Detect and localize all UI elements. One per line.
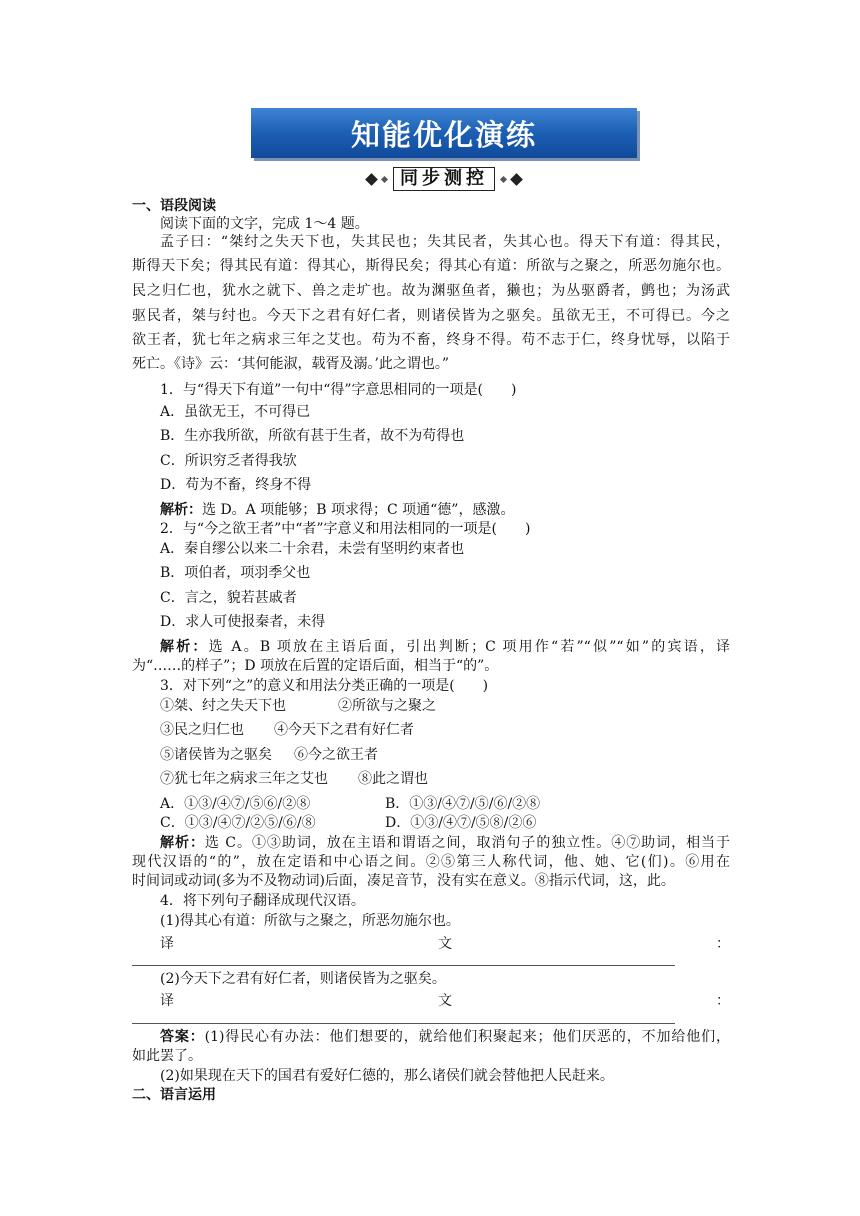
passage-line: 孟子曰：“桀纣之失天下也，失其民也；失其民者，失其心也。得天下有道：得其民， xyxy=(160,234,730,250)
option: D．苟为不畜，终身不得 xyxy=(160,477,312,493)
diamond-icon xyxy=(510,173,523,186)
answer-line[interactable] xyxy=(132,965,675,966)
analysis-text: 为“……的样子”；D 项放在后置的定语后面，相当于“的”。 xyxy=(132,658,499,674)
choice: C．①③/④⑦/②⑤/⑥/⑧ xyxy=(160,815,316,831)
answer-text: (2)如果现在天下的国君有爱好仁德的，那么诸侯们就会替他把人民赶来。 xyxy=(160,1068,614,1084)
section-heading: 一、语段阅读 xyxy=(132,198,216,214)
item: ②所欲与之聚之 xyxy=(338,698,436,714)
sentence: (1)得其心有道：所欲与之聚之，所恶勿施尔也。 xyxy=(160,913,460,929)
analysis xyxy=(160,834,730,852)
passage-line: 斯得天下矣；得其民有道：得其心，斯得民矣；得其心有道：所欲与之聚之，所恶勿施尔也。 xyxy=(132,258,730,274)
analysis-label: 解析： xyxy=(160,502,202,518)
option: D．求人可使报秦者，未得 xyxy=(160,614,326,630)
translate-label: 译文： xyxy=(160,936,730,952)
answer-text: 如此罢了。 xyxy=(132,1048,202,1064)
analysis-text: 选 D。A 项能够；B 项求得；C 项通“德”，感激。 xyxy=(202,502,515,518)
item: ⑦犹七年之病求三年之艾也 xyxy=(160,771,328,787)
translate-label: 译文： xyxy=(160,993,730,1009)
small-diamond-icon xyxy=(500,175,507,182)
option: A．秦自缪公以来二十余君，未尝有坚明约束者也 xyxy=(160,541,465,557)
answer-label: 答案： xyxy=(160,1029,205,1045)
analysis-text: 现代汉语的“的”，放在定语和中心语之间。②⑤第三人称代词，他、她、它(们)。⑥用在 xyxy=(132,854,730,870)
item: ④今天下之君有好仁者 xyxy=(274,722,414,738)
question-stem: 1．与“得天下有道”一句中“得”字意思相同的一项是( ) xyxy=(160,382,517,398)
answer-line[interactable] xyxy=(132,1023,675,1024)
section-heading: 二、语言运用 xyxy=(132,1087,216,1103)
option: B．生亦我所欲，所欲有甚于生者，故不为苟得也 xyxy=(160,428,465,444)
item: ③民之归仁也 xyxy=(160,722,244,738)
choice: A．①③/④⑦/⑤⑥/②⑧ xyxy=(160,796,311,812)
item: ⑥今之欲王者 xyxy=(294,747,378,763)
analysis-text: 时间词或动词(多为不及物动词)后面，凑足音节，没有实在意义。⑧指示代词，这，此。 xyxy=(132,873,675,889)
analysis-label: 解析： xyxy=(160,639,209,655)
analysis-text: 选 C。①③助词，放在主语和谓语之间，取消句子的独立性。④⑦助词，相当于 xyxy=(204,835,731,851)
passage-line: 民之归仁也，犹水之就下、兽之走圹也。故为渊驱鱼者，獭也；为丛驱爵者，鹯也；为汤武 xyxy=(132,283,730,299)
subtitle-block xyxy=(350,166,538,192)
passage-line: 欲王者，犹七年之病求三年之艾也。苟为不畜，终身不得。苟不志于仁，终身忧辱，以陷于 xyxy=(132,332,730,348)
analysis-text: 选 A。B 项放在主语后面，引出判断；C 项用作“若”“似”“如”的宾语，译 xyxy=(208,639,731,655)
option: C．言之，貌若甚戚者 xyxy=(160,590,297,606)
analysis xyxy=(160,501,730,519)
option: A．虽欲无王，不可得已 xyxy=(160,404,311,420)
diamond-icon xyxy=(365,173,378,186)
option: C．所识穷乏者得我欤 xyxy=(160,453,297,469)
choice: D．①③/④⑦/⑤⑧/②⑥ xyxy=(385,815,537,831)
item: ⑧此之谓也 xyxy=(358,771,428,787)
question-stem: 3．对下列“之”的意义和用法分类正确的一项是( ) xyxy=(160,678,489,694)
answer xyxy=(160,1028,730,1046)
analysis-label: 解析： xyxy=(160,835,205,851)
passage-line: 驱民者，桀与纣也。今天下之君有好仁者，则诸侯皆为之驱矣。虽欲无王，不可得已。今之 xyxy=(132,308,730,324)
sentence: (2)今天下之君有好仁者，则诸侯皆为之驱矣。 xyxy=(160,971,446,987)
answer-text: (1)得民心有办法：他们想要的，就给他们积聚起来；他们厌恶的，不加给他们， xyxy=(204,1029,730,1045)
choice: B．①③/④⑦/⑤/⑥/②⑧ xyxy=(385,796,541,812)
option: B．项伯者，项羽季父也 xyxy=(160,565,311,581)
small-diamond-icon xyxy=(381,175,388,182)
question-stem: 4．将下列句子翻译成现代汉语。 xyxy=(160,893,365,909)
analysis xyxy=(160,638,730,656)
subtitle: 同步测控 xyxy=(393,167,495,191)
intro-text: 阅读下面的文字，完成 1～4 题。 xyxy=(160,216,369,232)
question-stem: 2．与“今之欲王者”中“者”字意义和用法相同的一项是( ) xyxy=(160,521,531,537)
banner-title: 知能优化演练 xyxy=(251,108,637,158)
item: ①桀、纣之失天下也 xyxy=(160,698,286,714)
passage-line: 死亡。《诗》云：‘其何能淑，载胥及溺。’此之谓也。” xyxy=(132,356,450,372)
item: ⑤诸侯皆为之驱矣 xyxy=(160,747,272,763)
